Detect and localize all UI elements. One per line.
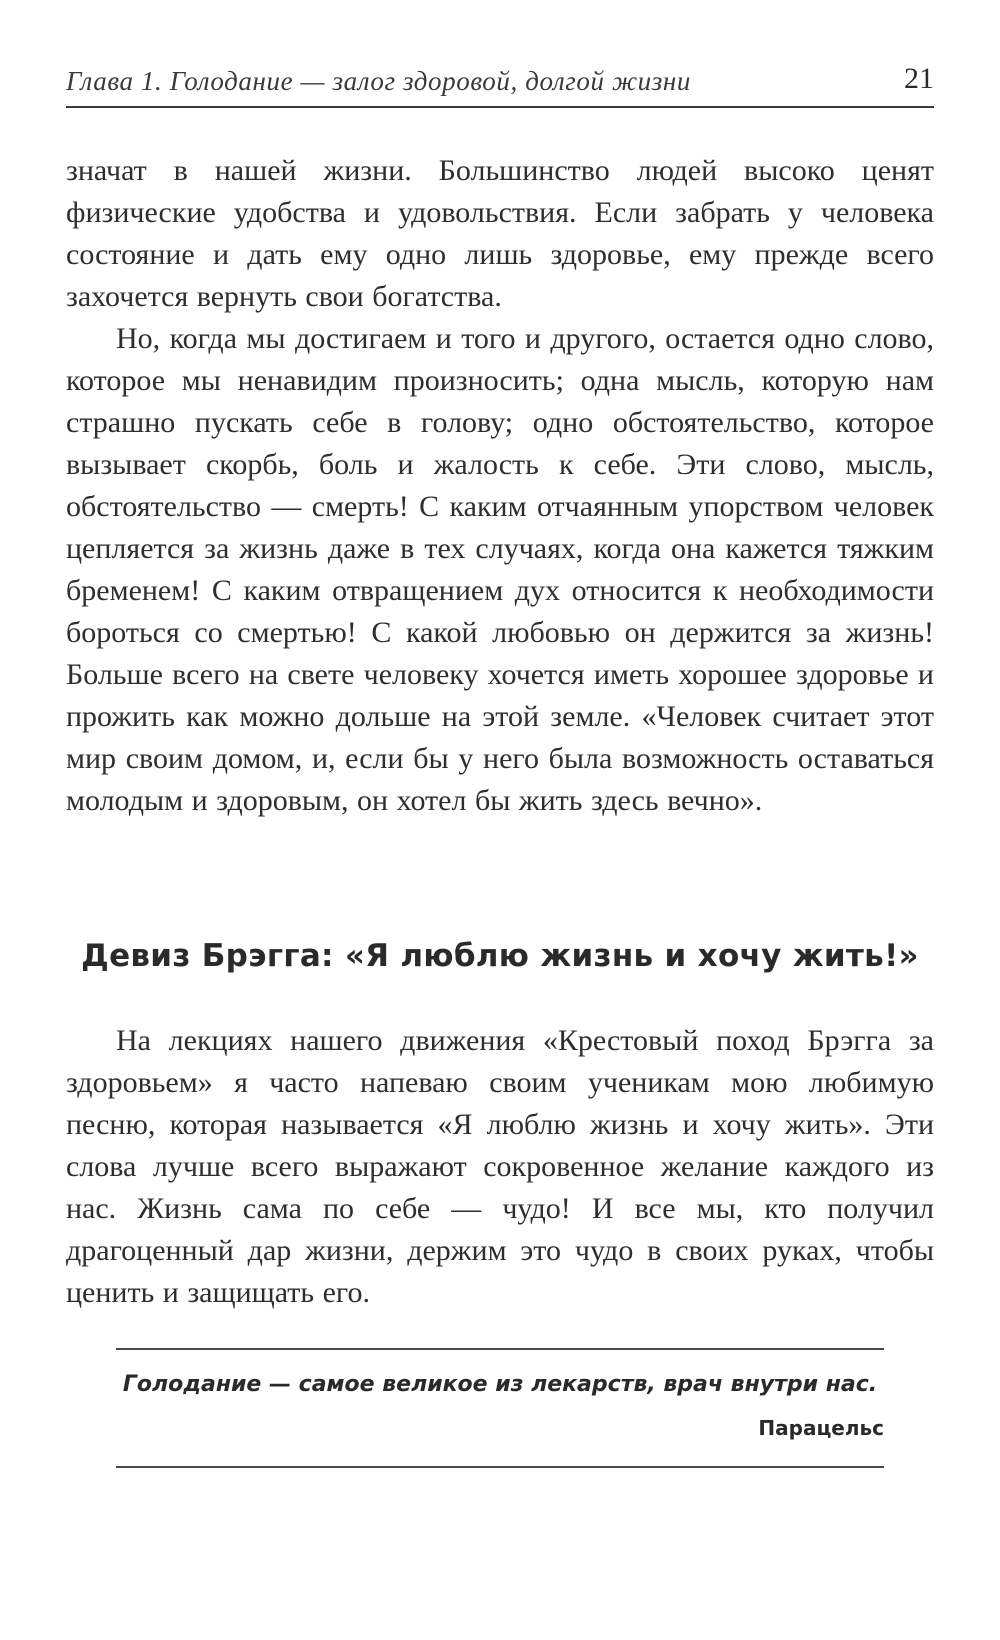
- epigraph-box: [116, 1348, 884, 1468]
- text-block-after-heading: [66, 1020, 934, 1314]
- page-number: 21: [904, 62, 934, 95]
- paragraph: Но, когда мы достигаем и того и другого, остается одно слово, которое мы ненавидим произносить; одна мысль, которую нам страшно пускать себе в голову; одно обстоятельство, которое вызывает скорбь, боль и жалость к себе. Эти слово, мысль, обстоятельство — смерть! С каким отчаянным упорством человек цепляется за жизнь даже в тех случаях, когда она кажется тяжким бременем! С каким отвращением дух относится к необходимости бороться со смертью! С какой любовью он держится за жизнь! Больше всего на свете человеку хочется иметь хорошее здоровье и прожить как можно дольше на этой земле. «Человек считает этот мир своим домом, и, если бы у него была возможность оставаться молодым и здоровым, он хотел бы жить здесь вечно».: [66, 322, 934, 817]
- section-heading: Девиз Брэгга: «Я люблю жизнь и хочу жить!»: [81, 938, 919, 974]
- epigraph-author: Парацельс: [758, 1416, 884, 1440]
- text-block-before-heading: [66, 150, 934, 822]
- running-head: [66, 62, 934, 108]
- paragraph: На лекциях нашего движения «Крестовый поход Брэгга за здоровьем» я часто напеваю своим ученикам мою любимую песню, которая называется «Я люблю жизнь и хочу жить». Эти слова лучше всего выражают сокровенное желание каждого из нас. Жизнь сама по себе — чудо! И все мы, кто получил драгоценный дар жизни, держим это чудо в своих руках, чтобы ценить и защищать его.: [66, 1024, 934, 1309]
- paragraph: значат в нашей жизни. Большинство людей высоко ценят физические удобства и удовольствия. Если забрать у человека состояние и дать ему одно лишь здоровье, ему прежде всего захочется вернуть свои богатства.: [66, 154, 934, 313]
- epigraph-quote: Голодание — самое великое из лекарств, врач внутри нас.: [122, 1372, 878, 1397]
- chapter-title: Глава 1. Голодание — залог здоровой, долгой жизни: [66, 66, 691, 96]
